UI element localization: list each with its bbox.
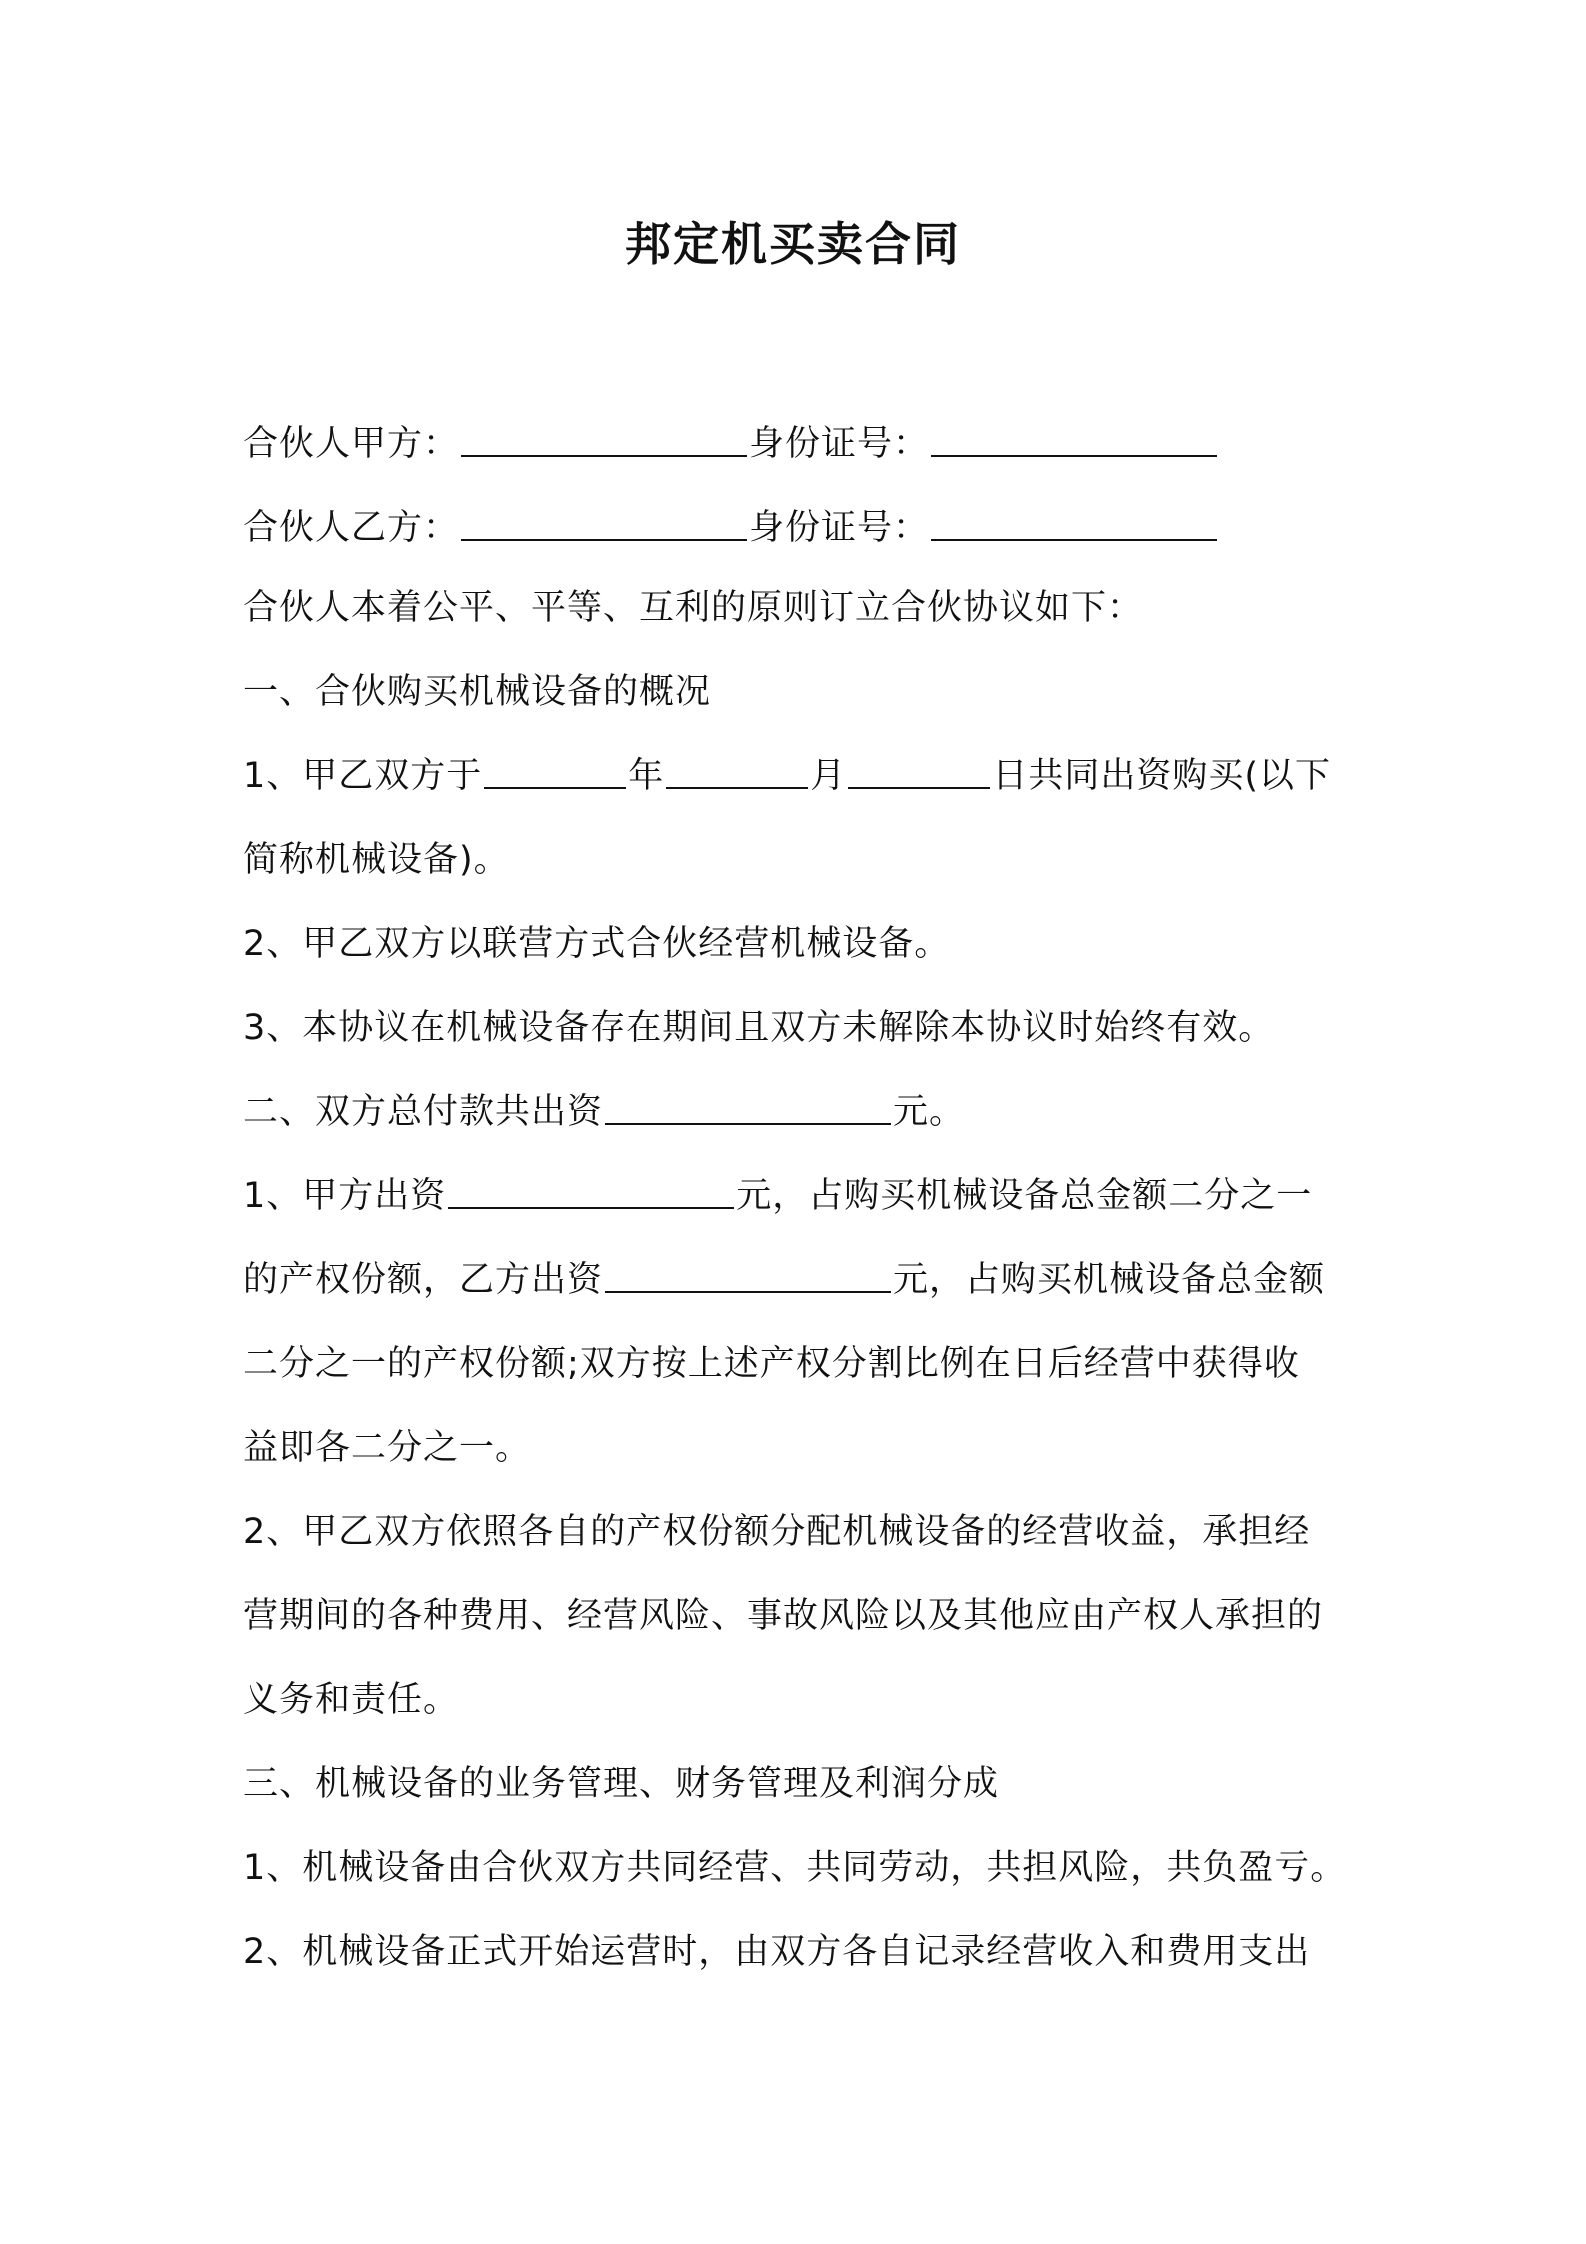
party-a-investment-suffix: 元，占购买机械设备总金额二分之一 [736, 1176, 1313, 1216]
party-a-investment-blank [448, 1167, 734, 1209]
section1-heading: 一、合伙购买机械设备的概况 [243, 672, 712, 712]
document-body [243, 412, 1363, 2004]
section1-item2: 2、甲乙双方以联营方式合伙经营机械设备。 [243, 924, 951, 964]
intro-line: 合伙人本着公平、平等、互利的原则订立合伙协议如下： [243, 588, 1144, 628]
party-b-label: 合伙人乙方： [243, 508, 460, 548]
section1-item1 [243, 744, 1363, 828]
party-a-id-label: 身份证号： [749, 424, 930, 464]
section1-item1-suffix: 日共同出资购买(以下 [992, 756, 1331, 796]
party-a-investment-label: 1、甲方出资 [243, 1176, 447, 1216]
month-blank [666, 747, 808, 789]
section2-heading [243, 1080, 1363, 1164]
party-b-id-label: 身份证号： [749, 508, 930, 548]
document-title: 邦定机买卖合同 [625, 217, 961, 271]
party-b-name-blank [461, 499, 747, 541]
party-b-investment-label: 的产权份额，乙方出资 [243, 1260, 604, 1300]
section2-item1-line2 [243, 1248, 1363, 1332]
section2-item1-line1 [243, 1164, 1363, 1248]
section1-item1-cont: 简称机械设备)。 [243, 840, 510, 880]
section2-item2-line3: 义务和责任。 [243, 1680, 460, 1720]
party-b-line [243, 496, 1363, 576]
section3-item2: 2、机械设备正式开始运营时，由双方各自记录经营收入和费用支出 [243, 1932, 1311, 1972]
party-a-name-blank [461, 415, 747, 457]
section2-heading-prefix: 二、双方总付款共出资 [243, 1092, 604, 1132]
section2-item2-line2: 营期间的各种费用、经营风险、事故风险以及其他应由产权人承担的 [243, 1596, 1324, 1636]
section1-item3: 3、本协议在机械设备存在期间且双方未解除本协议时始终有效。 [243, 1008, 1275, 1048]
party-b-id-blank [931, 499, 1217, 541]
party-b-investment-suffix: 元，占购买机械设备总金额 [893, 1260, 1326, 1300]
party-b-investment-blank [605, 1251, 891, 1293]
section2-item1-line3: 二分之一的产权份额;双方按上述产权分割比例在日后经营中获得收 [243, 1344, 1300, 1384]
year-blank [484, 747, 626, 789]
day-blank [848, 747, 990, 789]
section3-item1: 1、机械设备由合伙双方共同经营、共同劳动，共担风险，共负盈亏。 [243, 1848, 1347, 1888]
section3-heading: 三、机械设备的业务管理、财务管理及利润分成 [243, 1764, 1000, 1804]
section2-item2-line1: 2、甲乙双方依照各自的产权份额分配机械设备的经营收益，承担经 [243, 1512, 1311, 1552]
party-a-line [243, 412, 1363, 496]
total-amount-blank [605, 1083, 891, 1125]
section2-item1-line4: 益即各二分之一。 [243, 1428, 532, 1468]
party-a-id-blank [931, 415, 1217, 457]
year-label: 年 [628, 756, 665, 796]
section1-item1-prefix: 1、甲乙双方于 [243, 756, 483, 796]
section2-heading-suffix: 元。 [893, 1092, 966, 1132]
party-a-label: 合伙人甲方： [243, 424, 460, 464]
month-label: 月 [810, 756, 847, 796]
